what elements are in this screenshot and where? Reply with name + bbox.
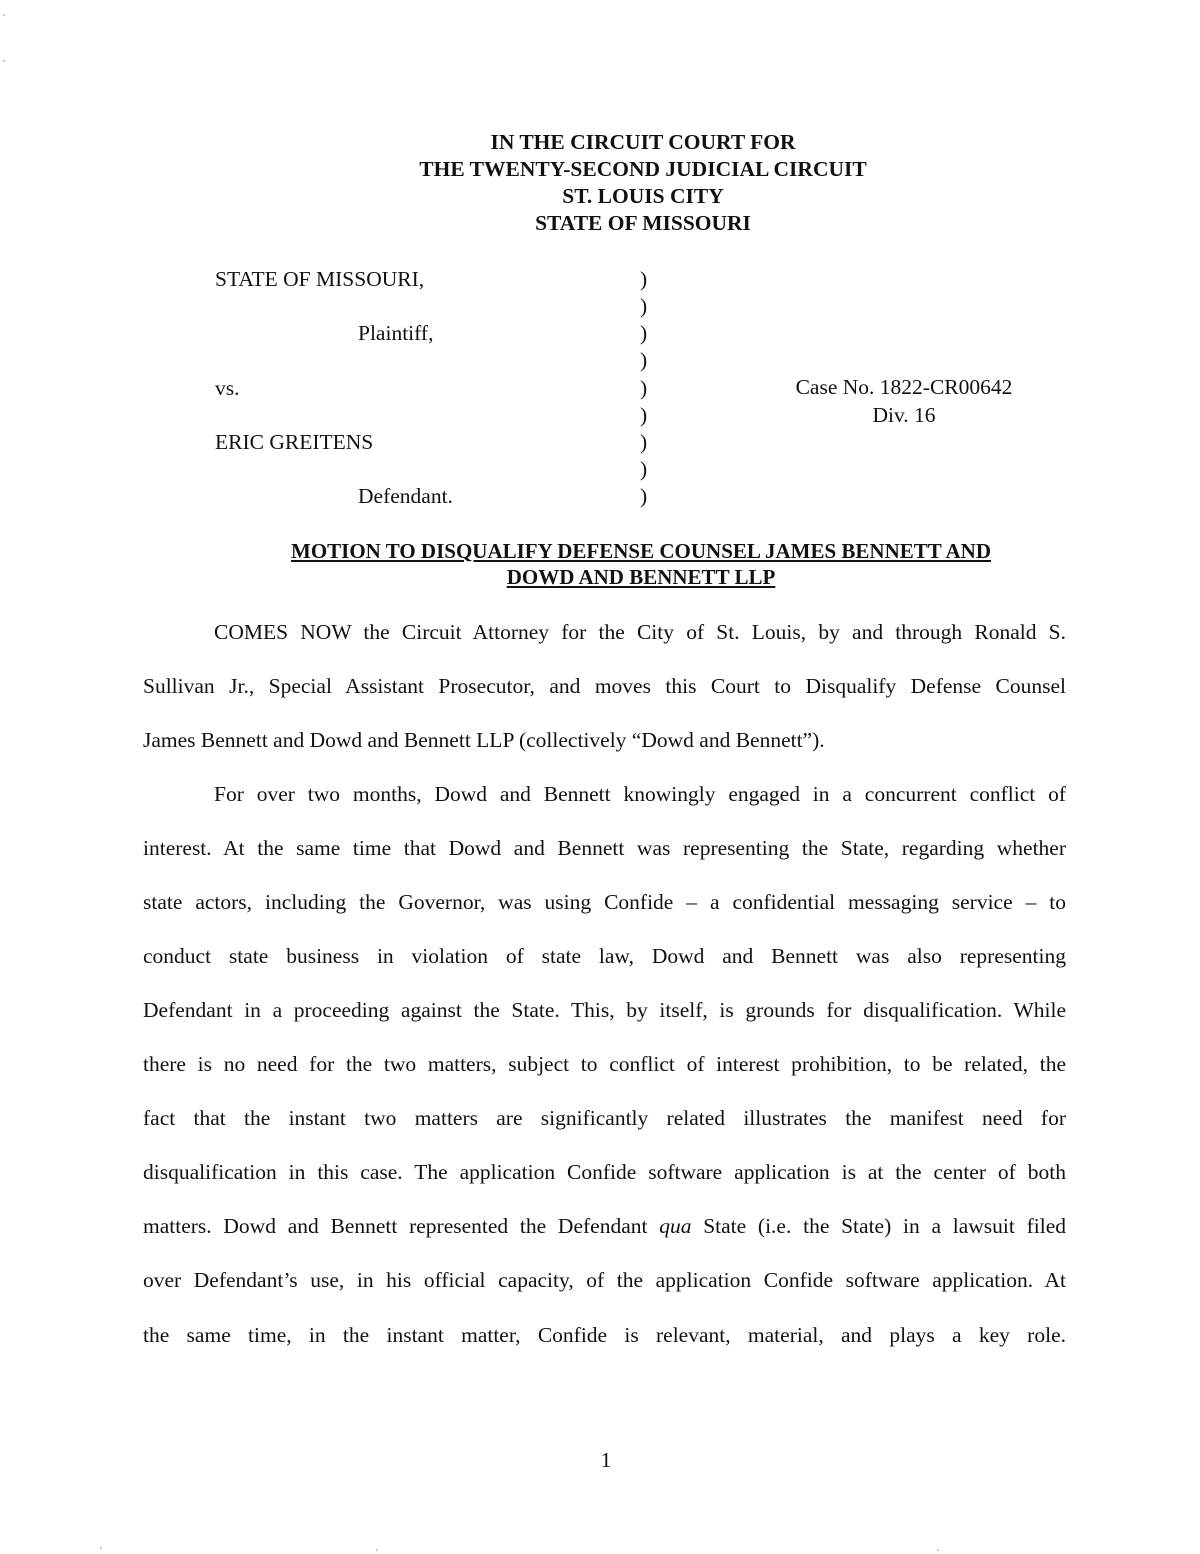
defendant-role: Defendant. xyxy=(358,484,453,508)
body-line: For over two months, Dowd and Bennett knowingly engaged in a concurrent conflict of xyxy=(214,782,1066,806)
court-heading-line: STATE OF MISSOURI xyxy=(535,211,751,235)
caption-parenthesis: ) xyxy=(640,267,648,291)
body-text-segment: State (i.e. the State) in a lawsuit filed xyxy=(691,1214,1066,1238)
italic-term: qua xyxy=(659,1214,692,1238)
body-line xyxy=(143,1214,1066,1239)
body-text-segment: matters. Dowd and Bennett represented the Defendant xyxy=(143,1214,660,1238)
defendant-name: ERIC GREITENS xyxy=(215,430,374,454)
body-line: fact that the instant two matters are significantly related illustrates the manifest need for xyxy=(143,1106,1066,1130)
court-heading-line: ST. LOUIS CITY xyxy=(562,184,724,208)
body-line: conduct state business in violation of state law, Dowd and Bennett was also representing xyxy=(143,944,1066,968)
court-heading-line: IN THE CIRCUIT COURT FOR xyxy=(490,130,796,154)
scan-speck xyxy=(937,1549,939,1551)
body-line: state actors, including the Governor, was using Confide – a confidential messaging service – to xyxy=(143,890,1066,914)
case-info xyxy=(784,373,1024,429)
division-number: Div. 16 xyxy=(872,403,936,427)
body-line: interest. At the same time that Dowd and Bennett was representing the State, regarding whether xyxy=(143,836,1066,860)
page-number: 1 xyxy=(600,1448,612,1472)
case-number: Case No. 1822-CR00642 xyxy=(795,375,1013,399)
versus-label: vs. xyxy=(215,376,240,400)
scan-speck xyxy=(3,14,5,16)
caption-parenthesis: ) xyxy=(640,321,648,345)
plaintiff-name: STATE OF MISSOURI, xyxy=(215,267,425,291)
body-line: James Bennett and Dowd and Bennett LLP (collectively “Dowd and Bennett”). xyxy=(143,728,825,752)
scan-speck xyxy=(3,60,5,62)
plaintiff-role: Plaintiff, xyxy=(358,321,434,345)
motion-title xyxy=(0,538,1200,590)
caption-parenthesis: ) xyxy=(640,484,648,508)
body-line: COMES NOW the Circuit Attorney for the City of St. Louis, by and through Ronald S. xyxy=(214,620,1066,644)
court-heading xyxy=(0,129,1200,237)
caption-parenthesis: ) xyxy=(640,403,648,427)
body-line: Sullivan Jr., Special Assistant Prosecutor, and moves this Court to Disqualify Defense Counsel xyxy=(143,674,1066,698)
body-line: there is no need for the two matters, subject to conflict of interest prohibition, to be related, the xyxy=(143,1052,1066,1076)
court-heading-line: THE TWENTY-SECOND JUDICIAL CIRCUIT xyxy=(419,157,867,181)
body-line: the same time, in the instant matter, Confide is relevant, material, and plays a key role. xyxy=(143,1323,1066,1347)
motion-title-line: DOWD AND BENNETT LLP xyxy=(506,565,776,589)
body-line: disqualification in this case. The application Confide software application is at the center of both xyxy=(143,1160,1066,1184)
caption-parenthesis: ) xyxy=(640,457,648,481)
motion-title-line: MOTION TO DISQUALIFY DEFENSE COUNSEL JAMES BENNETT AND xyxy=(291,539,991,563)
scan-speck xyxy=(100,1547,102,1549)
body-line: Defendant in a proceeding against the State. This, by itself, is grounds for disqualification. While xyxy=(143,998,1066,1022)
caption-parenthesis: ) xyxy=(640,430,648,454)
caption-parenthesis: ) xyxy=(640,294,648,318)
scan-speck xyxy=(376,1549,378,1551)
caption-parenthesis: ) xyxy=(640,376,648,400)
body-line: over Defendant’s use, in his official capacity, of the application Confide software application. At xyxy=(143,1268,1066,1292)
caption-parenthesis: ) xyxy=(640,348,648,372)
